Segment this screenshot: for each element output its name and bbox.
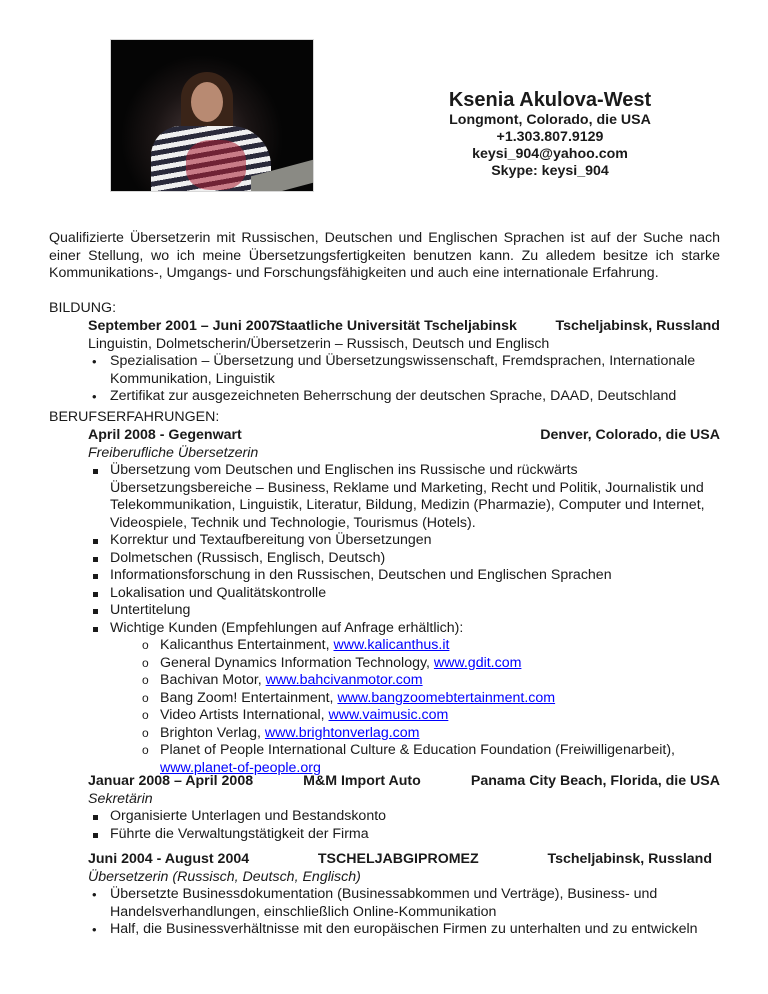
list-item: Wichtige Kunden (Empfehlungen auf Anfrage erhältlich): — [110, 620, 720, 638]
client-item: o Video Artists International, www.vaimusic.com — [160, 707, 720, 725]
education-heading: BILDUNG: — [49, 300, 117, 316]
education-dates: September 2001 – Juni 2007 — [88, 318, 278, 334]
applicant-name: Ksenia Akulova-West — [448, 89, 652, 111]
education-institution: Staatliche Universität Tscheljabinsk — [275, 318, 517, 334]
job-entry — [88, 851, 720, 939]
skype: Skype: keysi_904 — [491, 163, 609, 179]
list-item: Informationsforschung in den Russischen, Deutschen und Englischen Sprachen — [110, 567, 720, 585]
client-item: o General Dynamics Information Technology, www.gdit.com — [160, 655, 720, 673]
list-item: Übersetzung vom Deutschen und Englischen ins Russische und rückwärts Übersetzungsbereiche – Business, Reklame und Marketing, Recht und Politik, Journalistik und Telekommunikation, Linguistik, Literatur, Bildung, Medizin (Pharmazie), Computer und Internet, Videospiele, Technik und Technologie, Tourismus (Hotels). — [110, 462, 720, 532]
job-location: Panama City Beach, Florida, die USA — [470, 773, 720, 789]
client-list — [88, 637, 720, 777]
client-link[interactable]: www.vaimusic.com — [328, 707, 449, 723]
list-item: Dolmetschen (Russisch, Englisch, Deutsch) — [110, 550, 720, 568]
email: keysi_904@yahoo.com — [472, 146, 628, 162]
job-dates: Januar 2008 – April 2008 — [88, 773, 254, 789]
education-row — [88, 318, 720, 336]
list-item: • Half, die Businessverhältnisse mit den europäischen Firmen zu unterhalten und zu entwickeln — [110, 921, 720, 939]
client-item: o Bang Zoom! Entertainment, www.bangzoomebtertainment.com — [160, 690, 720, 708]
client-link[interactable]: www.gdit.com — [433, 654, 522, 671]
job-row — [88, 427, 720, 445]
client-link[interactable]: www.brightonverlag.com — [264, 724, 420, 741]
job-dates: Juni 2004 - August 2004 — [88, 851, 250, 867]
job-role: Übersetzerin (Russisch, Deutsch, Englisch) — [88, 868, 361, 885]
job-entry — [88, 427, 720, 777]
job-location: Tscheljabinsk, Russland — [547, 851, 712, 867]
job-entry — [88, 773, 720, 843]
list-item: • Zertifikat zur ausgezeichneten Beherrschung der deutschen Sprache, DAAD, Deutschland — [110, 388, 720, 406]
client-link[interactable]: www.bahcivanmotor.com — [265, 672, 423, 688]
contact-header — [400, 88, 700, 180]
education-bullets — [88, 353, 720, 406]
job-dates: April 2008 - Gegenwart — [88, 427, 242, 443]
list-item: • Übersetzte Businessdokumentation (Businessabkommen und Verträge), Business- und Handelsverhandlungen, einschließlich Online-Kommunikation — [110, 886, 720, 921]
list-item: Untertitelung — [110, 602, 720, 620]
job-row — [88, 773, 720, 791]
education-location: Tscheljabinsk, Russland — [555, 318, 720, 334]
list-item: Korrektur und Textaufbereitung von Übersetzungen — [110, 532, 720, 550]
job-bullets — [88, 808, 720, 843]
education-degree: Linguistin, Dolmetscherin/Übersetzerin – Russisch, Deutsch und Englisch — [88, 335, 550, 352]
client-item: o Bachivan Motor, www.bahcivanmotor.com — [160, 672, 720, 690]
experience-heading: BERUFSERFAHRUNGEN: — [49, 409, 220, 425]
job-bullets — [88, 462, 720, 637]
client-item: o Planet of People International Culture & Education Foundation (Freiwilligenarbeit), www.planet-of-people.org — [160, 742, 720, 777]
client-item: o Kalicanthus Entertainment, www.kalicanthus.it — [160, 637, 720, 655]
phone: +1.303.807.9129 — [496, 129, 604, 145]
list-item: Organisierte Unterlagen und Bestandskonto — [110, 808, 720, 826]
list-item: Lokalisation und Qualitätskontrolle — [110, 585, 720, 603]
job-role: Freiberufliche Übersetzerin — [88, 444, 259, 461]
client-link[interactable]: www.kalicanthus.it — [333, 637, 450, 653]
list-item: Führte die Verwaltungstätigkeit der Firma — [110, 826, 720, 844]
client-link[interactable]: www.planet-of-people.org — [160, 759, 321, 776]
job-row — [88, 851, 720, 869]
client-link[interactable]: www.bangzoomebtertainment.com — [337, 689, 556, 706]
location: Longmont, Colorado, die USA — [449, 112, 651, 128]
client-item: o Brighton Verlag, www.brightonverlag.com — [160, 725, 720, 743]
job-company: TSCHELJABGIPROMEZ — [317, 851, 479, 867]
portrait-photo — [110, 39, 314, 192]
job-bullets — [88, 886, 720, 939]
job-location: Denver, Colorado, die USA — [540, 427, 720, 443]
job-company: M&M Import Auto — [303, 773, 421, 789]
job-role: Sekretärin — [88, 790, 153, 807]
list-item: • Spezialisation – Übersetzung und Übersetzungswissenschaft, Fremdsprachen, Internationale Kommunikation, Linguistik — [110, 353, 720, 388]
education-entry — [88, 318, 720, 406]
summary-paragraph: Qualifizierte Übersetzerin mit Russischen, Deutschen und Englischen Sprachen ist auf der Suche nach einer Stellung, wo ich meine Übersetzungsfertigkeiten benutzen kann. Zu alledem besitze ich starke Kommunikations-, Umgangs- und Forschungsfähigkeiten und auch eine internationale Erfahrung. — [49, 230, 720, 281]
